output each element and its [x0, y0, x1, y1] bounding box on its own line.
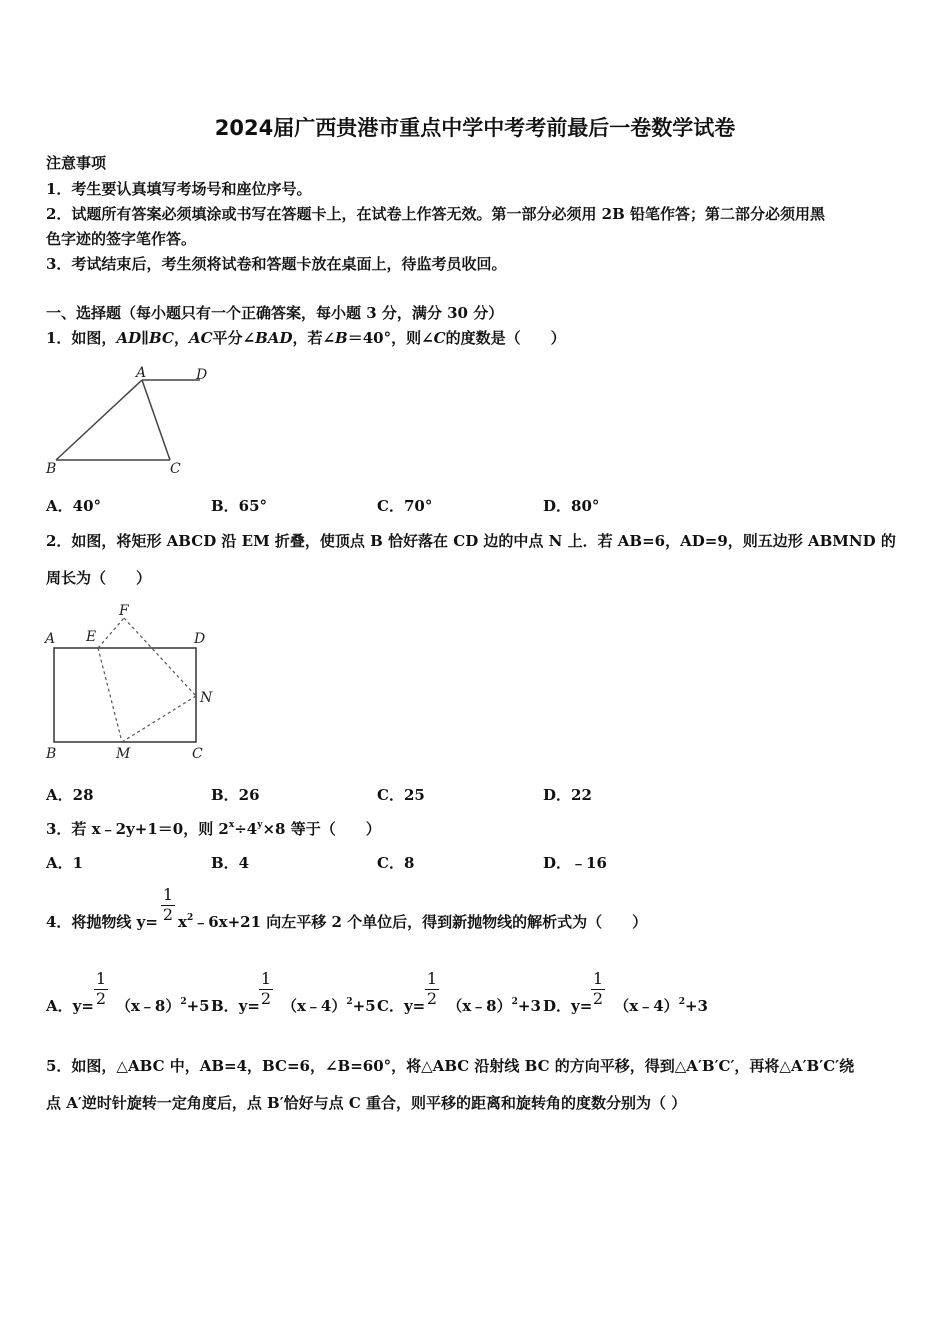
question-5-stem-cont: 点 A′逆时针旋转一定角度后，点 B′恰好与点 C 重合，则平移的距离和旋转角的度数分别为（ ） — [46, 1094, 687, 1112]
label-b: B — [46, 746, 57, 762]
fraction-one-half: 1 2 — [592, 969, 604, 1008]
question-3-stem: 3．若 x﹣2y+1＝0，则 $2^x\div 4^y\times 8$ 等于（ ） — [46, 820, 381, 838]
label-a: A — [45, 631, 56, 647]
fraction-one-half: 1 2 — [95, 969, 107, 1008]
section-heading: 一、选择题（每小题只有一个正确答案，每小题 3 分，满分 30 分） — [46, 304, 504, 322]
notice-item: 2．试题所有答案必须填涂或书写在答题卡上，在试卷上作答无效。第一部分必须用 2B 铅笔作答；第二部分必须用黑 — [46, 205, 826, 223]
label-d: D — [194, 631, 206, 647]
page-title: 2024届广西贵港市重点中学中考考前最后一卷数学试卷 — [214, 116, 736, 140]
label-b: B — [46, 461, 57, 477]
option-b[interactable]: B．4 — [211, 854, 250, 872]
option-d[interactable]: D．22 — [543, 786, 592, 804]
notice-heading: 注意事项 — [46, 154, 107, 172]
line-ab — [56, 380, 142, 460]
fraction-one-half: 1 2 — [426, 969, 438, 1008]
question-2-stem: 2．如图，将矩形 ABCD 沿 EM 折叠，使顶点 B 恰好落在 CD 边的中点 N 上．若 AB=6，AD=9，则五边形 ABMND 的 — [46, 532, 896, 550]
question-4-stem-b: $x^2﹣6x+21$ 向左平移 2 个单位后，得到新抛物线的解析式为（ ） — [178, 913, 648, 931]
notice-item: 色字迹的签字笔作答。 — [46, 230, 197, 248]
option-c[interactable]: C．70° — [377, 497, 433, 515]
option-b[interactable]: B．26 — [211, 786, 260, 804]
line-ef — [98, 618, 124, 648]
label-n: N — [200, 690, 213, 706]
option-a[interactable]: A．40° — [46, 497, 102, 515]
question-5-stem: 5．如图，△ABC 中，AB=4，BC=6，∠B=60°，将△ABC 沿射线 BC 的方向平移，得到△A′B′C′，再将△A′B′C′绕 — [46, 1057, 855, 1075]
option-d[interactable]: D．80° — [543, 497, 600, 515]
option-a[interactable]: A．1 — [46, 854, 84, 872]
notice-item: 1．考生要认真填写考场号和座位序号。 — [46, 180, 312, 198]
label-c: C — [192, 746, 203, 762]
line-ac — [142, 380, 170, 460]
option-c[interactable]: C．8 — [377, 854, 415, 872]
label-m: M — [116, 746, 131, 762]
question-4-stem-a: 4．将抛物线 y= — [46, 913, 158, 931]
label-c: C — [170, 461, 181, 477]
label-f: F — [119, 603, 129, 619]
option-c[interactable]: C．25 — [377, 786, 425, 804]
fraction-one-half: 1 2 — [260, 969, 272, 1008]
question-1-stem: 1．如图，AD∥BC，AC平分∠BAD，若∠B＝40°，则∠C的度数是（ ） — [46, 329, 566, 347]
label-e: E — [86, 629, 97, 645]
option-a[interactable]: A．y= （x﹣8）$^2$+5 — [46, 997, 210, 1015]
option-d[interactable]: D．﹣16 — [543, 854, 607, 872]
rectangle-abcd — [54, 648, 196, 742]
fold-line-em — [98, 648, 122, 742]
option-c[interactable]: C．y= （x﹣8）$^2$+3 — [377, 997, 541, 1015]
line-fn — [124, 618, 196, 696]
fraction-one-half: 1 2 — [162, 885, 174, 924]
question-1-figure — [40, 360, 220, 480]
label-d: D — [196, 367, 208, 383]
question-2-figure — [40, 600, 230, 765]
option-d[interactable]: D．y= （x﹣4）$^2$+3 — [543, 997, 708, 1015]
label-a: A — [136, 365, 147, 381]
option-b[interactable]: B．y= （x﹣4）$^2$+5 — [211, 997, 376, 1015]
notice-item: 3．考试结束后，考生须将试卷和答题卡放在桌面上，待监考员收回。 — [46, 255, 507, 273]
question-2-stem-cont: 周长为（ ） — [46, 569, 152, 587]
line-mn — [122, 696, 196, 742]
option-b[interactable]: B．65° — [211, 497, 268, 515]
option-a[interactable]: A．28 — [46, 786, 94, 804]
